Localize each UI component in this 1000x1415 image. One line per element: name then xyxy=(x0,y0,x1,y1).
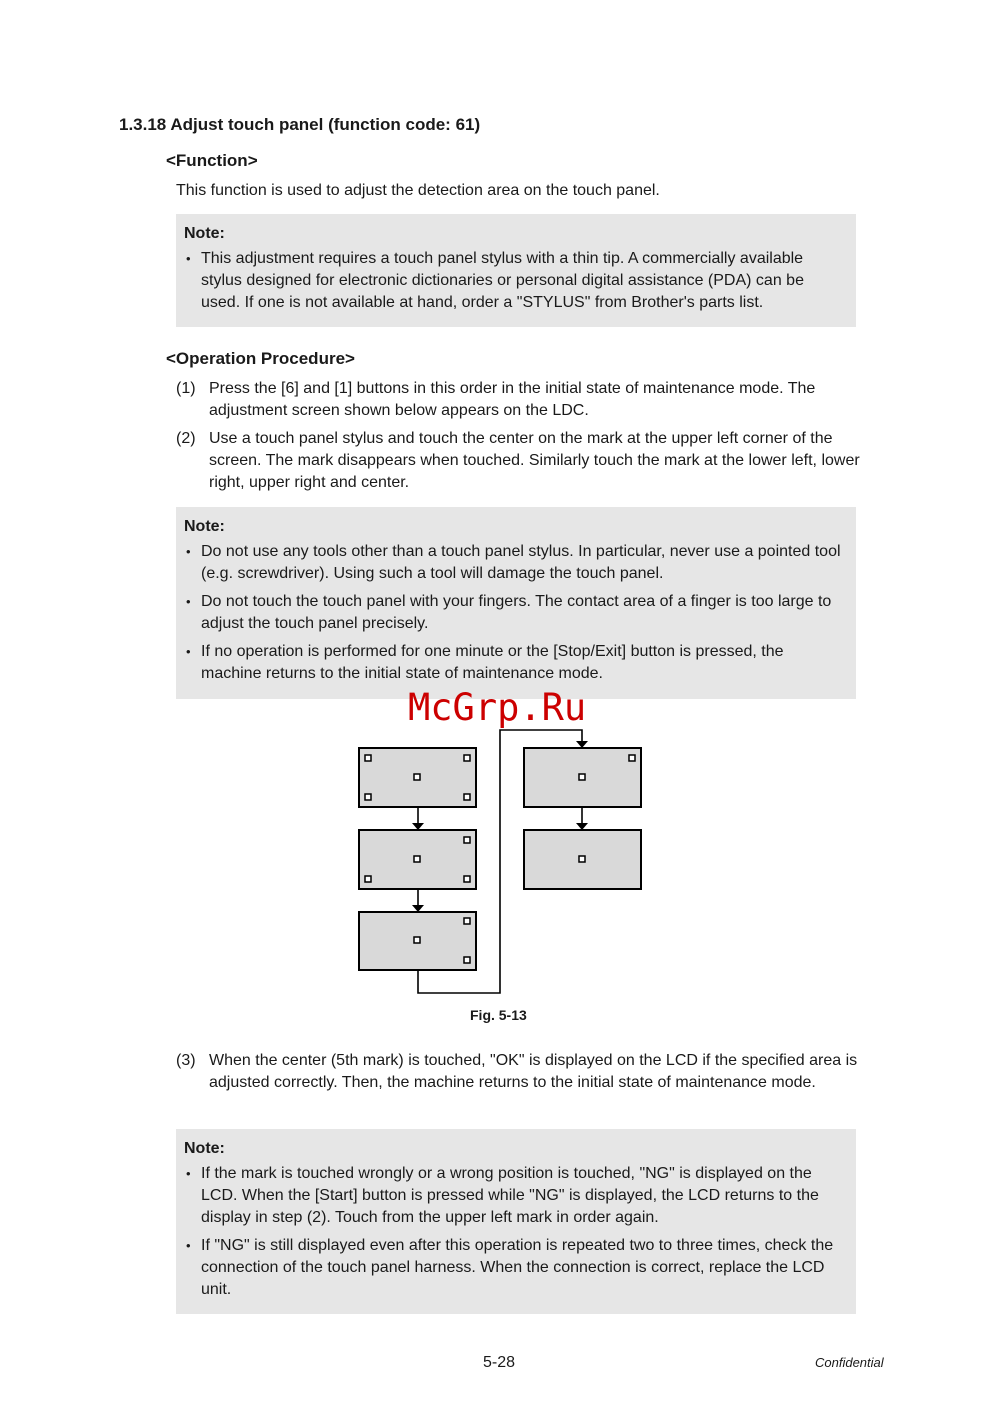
note-item: • Do not touch the touch panel with your fingers. The contact area of a finger is too large to adjust the touch panel precisely. xyxy=(184,591,846,635)
section-title: 1.3.18 Adjust touch panel (function code: 61) xyxy=(119,115,481,134)
step-3 xyxy=(176,1050,866,1094)
note-item: • If the mark is touched wrongly or a wrong position is touched, "NG" is displayed on the LCD. When the [Start] button is pressed while "NG" is displayed, the LCD returns to the display in step (2). Touch from the upper left mark in order again. xyxy=(184,1163,846,1229)
touch-mark-icon xyxy=(365,794,371,800)
flow-arrow-icon xyxy=(576,823,588,830)
note-item: • If "NG" is still displayed even after this operation is repeated two to three times, check the connection of the touch panel harness. When the connection is correct, replace the LCD unit. xyxy=(184,1235,846,1301)
touch-mark-icon xyxy=(629,755,635,761)
touch-mark-icon xyxy=(414,937,420,943)
step-number: (2) xyxy=(176,430,196,447)
step-number: (1) xyxy=(176,380,196,397)
touch-mark-icon xyxy=(464,918,470,924)
note-title: Note: xyxy=(184,225,225,242)
note-title: Note: xyxy=(184,1140,225,1157)
watermark: McGrp.Ru xyxy=(408,686,587,729)
procedure-heading: <Operation Procedure> xyxy=(166,349,355,368)
page-number: 5-28 xyxy=(483,1354,516,1371)
touch-mark-icon xyxy=(579,774,585,780)
touch-mark-icon xyxy=(414,774,420,780)
touch-mark-icon xyxy=(464,837,470,843)
touch-mark-icon xyxy=(464,957,470,963)
function-heading: <Function> xyxy=(166,151,258,170)
step-number: (3) xyxy=(176,1052,196,1069)
touch-mark-icon xyxy=(365,876,371,882)
note-box-ng xyxy=(176,1129,856,1314)
confidential-label: Confidential xyxy=(815,1355,884,1370)
note-title: Note: xyxy=(184,518,225,535)
step-text: Use a touch panel stylus and touch the center on the mark at the upper left corner of the screen. The mark disappears when touched. Similarly touch the mark at the lower left, lower right, upper right and center. xyxy=(209,430,860,491)
function-text: This function is used to adjust the detection area on the touch panel. xyxy=(176,182,660,199)
flow-arrow-icon xyxy=(412,823,424,830)
note-item: • If no operation is performed for one minute or the [Stop/Exit] button is pressed, the machine returns to the initial state of maintenance mode. xyxy=(184,641,846,685)
touch-mark-icon xyxy=(464,755,470,761)
touch-mark-icon xyxy=(579,856,585,862)
touch-mark-icon xyxy=(464,794,470,800)
step-text: When the center (5th mark) is touched, "OK" is displayed on the LCD if the specified area is adjusted correctly. Then, the machine returns to the initial state of maintenance mode. xyxy=(209,1052,858,1091)
step-text: Press the [6] and [1] buttons in this order in the initial state of maintenance mode. The adjustment screen shown below appears on the LDC. xyxy=(209,380,816,419)
figure-caption: Fig. 5-13 xyxy=(470,1007,527,1023)
touch-mark-icon xyxy=(464,876,470,882)
touch-mark-icon xyxy=(414,856,420,862)
note-item: • Do not use any tools other than a touch panel stylus. In particular, never use a pointed tool (e.g. screwdriver). Using such a tool will damage the touch panel. xyxy=(184,541,846,585)
touch-mark-icon xyxy=(365,755,371,761)
note-item: • This adjustment requires a touch panel stylus with a thin tip. A commercially available stylus designed for electronic dictionaries or personal digital assistance (PDA) can be used. If one is not available at hand, order a "STYLUS" from Brother's parts list. xyxy=(184,248,846,314)
flow-arrow-icon xyxy=(412,905,424,912)
flow-arrow-icon xyxy=(576,741,588,748)
